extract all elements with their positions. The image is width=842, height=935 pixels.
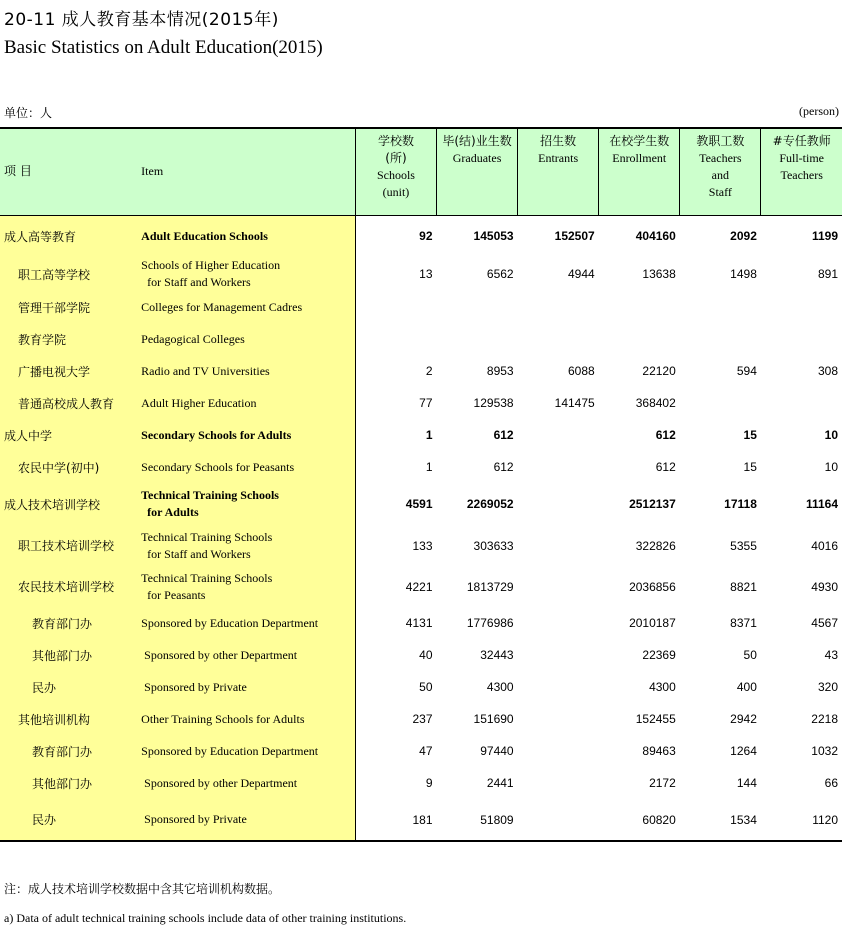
cell-staff: 594 [736,364,757,378]
table-row [0,291,842,323]
cell-enrollment: 2172 [649,776,676,790]
cell-entrants: 152507 [554,229,595,244]
cell-graduates: 2269052 [466,497,514,511]
row-label-english-line1: Sponsored by Private [144,812,247,826]
table-row [0,607,842,639]
header-fulltime-cn: #专任教师 [772,134,831,148]
cell-entrants [518,799,599,841]
row-label-english-line1: Sponsored by Education Department [141,615,319,630]
cell-graduates: 612 [493,460,514,474]
header-entrants-cn: 招生数 [540,134,577,148]
header-staff [680,128,761,215]
header-fulltime-en-2: Teachers [780,168,823,182]
cell-staff: 400 [736,680,757,694]
cell-staff: 50 [743,648,757,662]
cell-schools [355,323,436,355]
table-row [0,799,842,841]
header-fulltime-teachers [761,128,842,215]
cell-staff [680,387,761,419]
header-entrants [518,128,599,215]
cell-schools: 1 [425,428,433,442]
cell-fulltime-teachers [761,291,842,323]
cell-schools: 50 [419,680,433,694]
row-label-english [137,525,355,566]
cell-entrants [518,703,599,735]
cell-graduates: 6562 [486,267,514,281]
row-label-english [137,767,355,799]
cell-graduates: 129538 [473,396,514,410]
header-graduates [437,128,518,215]
row-label-english-line2: for Peasants [147,587,206,602]
cell-fulltime-teachers: 4567 [811,616,838,630]
cell-schools: 77 [419,396,433,410]
cell-entrants [518,419,599,451]
cell-graduates [437,291,518,323]
header-item-chinese: 项 目 [0,128,137,215]
row-label-chinese: 其他部门办 [0,767,137,799]
cell-schools: 2 [425,364,433,378]
cell-fulltime-teachers [761,323,842,355]
header-item-english: Item [137,128,355,215]
cell-enrollment: 2010187 [629,616,676,630]
cell-entrants [518,607,599,639]
row-label-english [137,387,355,419]
row-label-english [137,703,355,735]
row-label-chinese: 其他部门办 [0,639,137,671]
cell-staff [680,291,761,323]
cell-enrollment: 612 [655,460,676,474]
row-label-chinese: 职工高等学校 [0,257,137,291]
row-label-english-line1: Colleges for Management Cadres [141,299,303,314]
row-label-english [137,355,355,387]
adult-education-table [0,127,842,842]
cell-enrollment [599,291,680,323]
cell-staff: 2942 [730,712,757,726]
row-label-chinese: 成人技术培训学校 [0,483,137,525]
cell-staff: 8821 [730,579,757,594]
cell-enrollment: 4300 [649,680,676,694]
table-row [0,451,842,483]
cell-graduates: 303633 [473,538,514,553]
cell-enrollment: 13638 [642,267,676,281]
table-row [0,767,842,799]
cell-fulltime-teachers: 308 [817,364,838,378]
cell-fulltime-teachers [761,387,842,419]
cell-schools: 13 [419,267,433,281]
cell-enrollment: 612 [655,428,676,442]
cell-staff: 1498 [730,267,757,281]
row-label-english [137,735,355,767]
cell-staff: 15 [743,428,757,442]
row-label-english-line1: Other Training Schools for Adults [141,711,305,726]
cell-staff: 144 [736,776,757,790]
header-enrollment-en: Enrollment [612,151,667,165]
row-label-english [137,291,355,323]
cell-graduates: 612 [493,428,514,442]
cell-entrants [518,639,599,671]
cell-enrollment: 22120 [642,364,676,378]
cell-schools: 9 [425,776,433,790]
row-label-english-line2: for Staff and Workers [147,275,251,289]
table-row [0,639,842,671]
header-enrollment-cn: 在校学生数 [609,134,670,148]
cell-entrants [518,735,599,767]
header-schools-cn: 学校数 [377,134,414,148]
row-label-chinese: 成人高等教育 [0,215,137,257]
cell-enrollment: 2512137 [629,497,676,511]
table-header-row [0,128,842,215]
cell-schools: 237 [412,712,433,726]
cell-fulltime-teachers: 4016 [811,538,838,553]
row-label-english-line1: Technical Training Schools [141,570,273,585]
row-label-english [137,215,355,257]
row-label-english-line1: Secondary Schools for Adults [141,427,292,442]
table-row [0,703,842,735]
row-label-chinese: 教育学院 [0,323,137,355]
cell-schools: 133 [412,538,433,553]
header-graduates-cn: 毕(结)业生数 [442,134,512,148]
row-label-english [137,607,355,639]
header-schools-en: Schools [376,168,415,182]
cell-staff: 2092 [730,229,757,244]
footnote-english: a) Data of adult technical training schools include data of other training institutions. [4,911,407,925]
cell-enrollment: 2036856 [629,579,676,594]
table-row [0,387,842,419]
cell-graduates: 32443 [480,648,514,662]
cell-enrollment: 22369 [642,648,676,662]
cell-entrants [518,767,599,799]
cell-staff: 17118 [724,497,757,511]
cell-fulltime-teachers: 891 [817,267,838,281]
row-label-chinese: 教育部门办 [0,607,137,639]
row-label-chinese: 民办 [0,799,137,841]
row-label-english [137,419,355,451]
cell-entrants [518,323,599,355]
cell-fulltime-teachers: 2218 [811,712,838,726]
cell-enrollment: 404160 [635,229,676,244]
cell-entrants: 141475 [554,396,595,410]
row-label-english [137,451,355,483]
row-label-chinese: 普通高校成人教育 [0,387,137,419]
cell-schools: 4221 [405,579,433,594]
table-row [0,257,842,291]
header-schools [355,128,436,215]
table-row [0,323,842,355]
cell-fulltime-teachers: 11164 [805,497,838,511]
cell-entrants [518,483,599,525]
table-row [0,525,842,566]
row-label-chinese: 教育部门办 [0,735,137,767]
cell-staff: 5355 [730,538,757,553]
header-staff-en-2: and [711,168,729,182]
header-fulltime-en: Full-time [779,151,825,165]
row-label-english-line1: Radio and TV Universities [141,363,270,378]
cell-fulltime-teachers: 1120 [761,799,842,841]
cell-staff: 8371 [730,616,757,630]
cell-graduates: 1776986 [466,616,514,630]
row-label-english-line1: Adult Higher Education [141,395,257,410]
cell-staff: 15 [743,460,757,474]
cell-enrollment: 60820 [599,799,680,841]
row-label-english-line1: Adult Education Schools [141,228,268,243]
header-entrants-en: Entrants [538,151,579,165]
cell-schools: 92 [419,229,433,244]
row-label-chinese: 管理干部学院 [0,291,137,323]
cell-schools [355,291,436,323]
cell-fulltime-teachers: 1199 [811,229,838,244]
cell-graduates: 4300 [486,680,514,694]
table-row [0,735,842,767]
cell-graduates: 97440 [480,744,514,758]
cell-graduates: 151690 [473,712,514,726]
cell-entrants [518,525,599,566]
row-label-english-line1: Sponsored by Education Department [141,743,319,758]
cell-graduates: 51809 [437,799,518,841]
cell-entrants [518,671,599,703]
page-title-english: Basic Statistics on Adult Education(2015) [4,37,323,58]
cell-staff: 1534 [680,799,761,841]
cell-fulltime-teachers: 10 [824,460,838,474]
cell-fulltime-teachers: 43 [824,648,838,662]
table-row [0,566,842,607]
row-label-english-line1: Sponsored by other Department [144,775,298,790]
table-row [0,671,842,703]
cell-graduates: 1813729 [466,579,514,594]
row-label-english-line2: for Staff and Workers [147,546,251,561]
cell-entrants [518,566,599,607]
cell-schools: 47 [419,744,433,758]
header-staff-en-3: Staff [708,185,732,199]
cell-entrants [518,451,599,483]
row-label-chinese: 农民技术培训学校 [0,566,137,607]
cell-enrollment: 152455 [635,712,676,726]
cell-fulltime-teachers: 10 [824,428,838,442]
unit-label-chinese: 单位：人 [4,106,53,120]
cell-schools: 181 [355,799,436,841]
table-row [0,483,842,525]
cell-schools: 1 [425,460,433,474]
cell-staff [680,323,761,355]
cell-fulltime-teachers: 66 [824,776,838,790]
unit-label-english: (person) [799,104,839,118]
row-label-english-line1: Technical Training Schools [141,488,279,502]
cell-entrants: 4944 [567,267,595,281]
header-schools-en-unit: (unit) [382,185,410,199]
row-label-chinese: 广播电视大学 [0,355,137,387]
cell-schools: 40 [419,648,433,662]
header-schools-cn-unit: (所) [385,151,407,165]
cell-graduates [437,323,518,355]
table-row [0,355,842,387]
row-label-chinese: 其他培训机构 [0,703,137,735]
row-label-english-line1: Sponsored by other Department [144,647,298,662]
cell-schools: 4131 [405,616,433,630]
row-label-english-line1: Schools of Higher Education [141,258,281,272]
row-label-english [137,257,355,291]
cell-graduates: 8953 [486,364,514,378]
row-label-chinese: 职工技术培训学校 [0,525,137,566]
cell-enrollment [599,323,680,355]
cell-fulltime-teachers: 320 [817,680,838,694]
footnote-chinese: 注：成人技术培训学校数据中含其它培训机构数据。 [4,882,281,896]
cell-enrollment: 89463 [642,744,676,758]
row-label-english [137,671,355,703]
row-label-english-line2: for Adults [147,505,199,519]
cell-staff: 1264 [730,744,757,758]
table-row [0,215,842,257]
cell-fulltime-teachers: 1032 [811,744,838,758]
cell-entrants: 6088 [567,364,595,378]
row-label-english [137,323,355,355]
row-label-english-line1: Sponsored by Private [144,679,247,694]
cell-schools: 4591 [405,497,433,511]
cell-graduates: 2441 [486,776,514,790]
cell-enrollment: 322826 [635,538,676,553]
row-label-chinese: 农民中学(初中) [0,451,137,483]
row-label-english [137,639,355,671]
row-label-chinese: 成人中学 [0,419,137,451]
header-staff-cn: 教职工数 [696,134,745,148]
header-staff-en: Teachers [699,151,742,165]
row-label-english [137,799,355,841]
cell-fulltime-teachers: 4930 [811,579,838,594]
row-label-chinese: 民办 [0,671,137,703]
cell-graduates: 145053 [473,229,514,244]
row-label-english [137,483,355,525]
row-label-english-line1: Technical Training Schools [141,529,273,544]
row-label-english-line1: Pedagogical Colleges [141,331,245,346]
row-label-english-line1: Secondary Schools for Peasants [141,459,295,474]
cell-entrants [518,291,599,323]
header-graduates-en: Graduates [452,151,502,165]
cell-enrollment: 368402 [635,396,676,410]
header-enrollment [599,128,680,215]
table-row [0,419,842,451]
row-label-english [137,566,355,607]
page-title-chinese: 20-11 成人教育基本情况(2015年) [4,10,279,30]
